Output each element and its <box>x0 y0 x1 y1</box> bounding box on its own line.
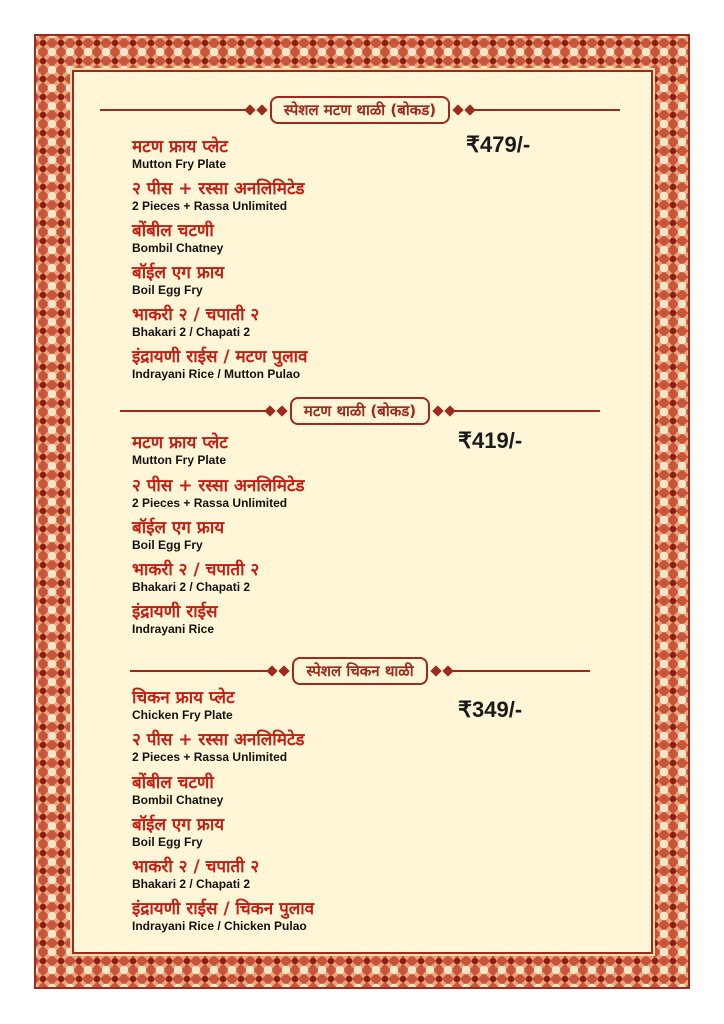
section-title: मटण थाळी (बोकड) <box>290 397 430 425</box>
ornament-diamond <box>279 665 290 676</box>
menu-item <box>132 264 224 298</box>
menu-item <box>132 561 259 595</box>
menu-item <box>132 434 228 468</box>
menu-item <box>132 306 259 340</box>
ornament-line-right <box>446 410 600 412</box>
item-english: Bombil Chatney <box>132 241 224 255</box>
item-english: Indrayani Rice <box>132 622 215 636</box>
item-marathi: बोंबील चटणी <box>132 221 214 241</box>
section-price: ₹349/- <box>458 697 523 722</box>
item-english: Chicken Fry Plate <box>132 708 233 722</box>
section-title: स्पेशल मटण थाळी (बोकड) <box>270 96 450 124</box>
item-marathi: इंद्रायणी राईस / चिकन पुलाव <box>132 899 315 919</box>
item-english: Mutton Fry Plate <box>132 453 227 467</box>
item-english: 2 Pieces + Rassa Unlimited <box>132 496 288 510</box>
item-marathi: बोंबील चटणी <box>132 773 214 793</box>
menu-item <box>132 603 217 637</box>
section-price: ₹479/- <box>466 132 531 157</box>
ornament-line-left <box>100 109 254 111</box>
item-english: Boil Egg Fry <box>132 835 203 849</box>
item-marathi: बॉईल एग फ्राय <box>132 518 225 538</box>
menu-item <box>132 222 223 256</box>
menu-item <box>132 519 224 553</box>
section-price: ₹419/- <box>458 428 523 453</box>
ornament-line-right <box>466 109 620 111</box>
item-english: Bhakari 2 / Chapati 2 <box>132 325 251 339</box>
item-english: Bhakari 2 / Chapati 2 <box>132 580 251 594</box>
menu-item <box>132 138 228 172</box>
ornament-diamond <box>452 104 463 115</box>
ornament-diamond <box>276 405 287 416</box>
menu-item <box>132 816 224 850</box>
item-marathi: २ पीस + रस्सा अनलिमिटेड <box>132 179 305 199</box>
item-english: Indrayani Rice / Mutton Pulao <box>132 367 301 381</box>
menu-item <box>132 689 235 723</box>
ornament-line-left <box>120 410 274 412</box>
item-marathi: चिकन फ्राय प्लेट <box>132 688 235 708</box>
item-marathi: बॉईल एग फ्राय <box>132 263 225 283</box>
item-english: Boil Egg Fry <box>132 283 203 297</box>
item-marathi: २ पीस + रस्सा अनलिमिटेड <box>132 476 305 496</box>
item-marathi: भाकरी २ / चपाती २ <box>132 305 260 325</box>
ornament-diamond <box>430 665 441 676</box>
item-marathi: भाकरी २ / चपाती २ <box>132 857 260 877</box>
menu-item <box>132 477 305 511</box>
ornament-diamond <box>256 104 267 115</box>
section-header-special-mutton <box>100 95 620 125</box>
item-english: Bhakari 2 / Chapati 2 <box>132 877 251 891</box>
item-english: Bombil Chatney <box>132 793 224 807</box>
section-header-special-chicken <box>130 656 590 686</box>
menu-item <box>132 774 223 808</box>
ornament-line-right <box>444 670 590 672</box>
item-english: 2 Pieces + Rassa Unlimited <box>132 750 288 764</box>
item-marathi: इंद्रायणी राईस / मटण पुलाव <box>132 347 308 367</box>
ornament-diamond <box>432 405 443 416</box>
section-header-mutton <box>120 396 600 426</box>
item-english: Boil Egg Fry <box>132 538 203 552</box>
item-marathi: बॉईल एग फ्राय <box>132 815 225 835</box>
menu-item <box>132 348 307 382</box>
menu-item <box>132 731 305 765</box>
item-marathi: भाकरी २ / चपाती २ <box>132 560 260 580</box>
item-marathi: इंद्रायणी राईस <box>132 602 218 622</box>
item-english: Mutton Fry Plate <box>132 157 227 171</box>
item-marathi: २ पीस + रस्सा अनलिमिटेड <box>132 730 305 750</box>
menu-item <box>132 858 259 892</box>
item-marathi: मटण फ्राय प्लेट <box>132 137 228 157</box>
item-english: Indrayani Rice / Chicken Pulao <box>132 919 307 933</box>
ornament-line-left <box>130 670 276 672</box>
section-title: स्पेशल चिकन थाळी <box>292 657 427 685</box>
menu-item <box>132 900 314 934</box>
item-marathi: मटण फ्राय प्लेट <box>132 433 228 453</box>
item-english: 2 Pieces + Rassa Unlimited <box>132 199 288 213</box>
menu-item <box>132 180 305 214</box>
